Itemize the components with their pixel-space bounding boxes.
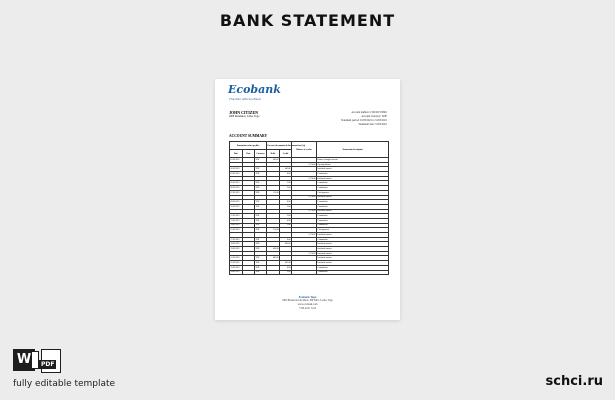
meta-line: Account number: 1500101574801 (351, 111, 387, 114)
table-cell: XOF (255, 242, 267, 247)
table-cell: Commission (317, 237, 389, 242)
table-cell: Interbank transfer (317, 256, 389, 261)
table-cell: 07.03.2021 (230, 190, 243, 195)
table-cell: XOF (255, 181, 267, 186)
group-header: Transaction value specifics (230, 142, 267, 150)
column-header: Balance at a value (292, 142, 317, 158)
table-cell: 485.00 (280, 167, 292, 172)
footer-bank-name: Ecobank Togo (298, 295, 317, 299)
table-cell: 2,174.00 (292, 162, 317, 167)
holder-address: 2000 Residence, Lome, Togo (229, 115, 260, 118)
table-cell (243, 270, 255, 275)
table-cell (267, 270, 280, 275)
table-cell: 15.03.2021 (230, 228, 243, 233)
table-cell: Interbank transfer (317, 261, 389, 266)
table-cell: XOF (255, 204, 267, 209)
table-cell: XOF (255, 270, 267, 275)
table-cell: XOF (255, 247, 267, 252)
table-cell: XOF (255, 228, 267, 233)
table-cell: 05.03.2021 (230, 181, 243, 186)
footer-line: 2365 Boulevard du Mono, BP 3261, Lome, Togo (282, 299, 333, 302)
column-header: Date (230, 150, 243, 158)
table-cell: 18.03.2021 (230, 242, 243, 247)
document-footer (215, 295, 400, 311)
table-cell: 485.00 (267, 247, 280, 252)
meta-line: Statement period: 01/03/2021 to 31/03/2021 (341, 119, 387, 122)
table-cell: XOF (255, 200, 267, 205)
meta-line: Account Currency: XOF (361, 115, 387, 118)
table-cell: 21.03.2021 (230, 256, 243, 261)
table-cell: XOF (255, 186, 267, 191)
table-cell: Card payment (317, 228, 389, 233)
table-cell: 10.03.2021 (230, 204, 243, 209)
footer-line: +228 2221 7214 (298, 307, 317, 310)
table-cell: Commission (317, 181, 389, 186)
table-cell: 2,174.00 (292, 233, 317, 238)
table-cell: 2.00 (280, 214, 292, 219)
table-cell: Opening balance (317, 162, 389, 167)
statement-meta (341, 111, 387, 127)
table-cell: 01.03.2021 (230, 158, 243, 163)
table-cell: 5.00 (280, 204, 292, 209)
table-cell: 8.00 (280, 200, 292, 205)
table-cell: 22.03.2021 (230, 261, 243, 266)
table-cell: 3.00 (280, 223, 292, 228)
table-cell: XOF (255, 261, 267, 266)
group-header: Presents the amount of this transaction (Ag) (267, 142, 292, 150)
table-cell: 4.00 (280, 218, 292, 223)
site-brand: schci.ru (545, 374, 603, 389)
table-cell: 485.00 (280, 242, 292, 247)
column-header: Debit (267, 150, 280, 158)
column-header: Date (243, 150, 255, 158)
table-cell: 03.03.2021 (230, 172, 243, 177)
pdf-file-icon (41, 349, 61, 373)
table-cell: XOF (255, 265, 267, 270)
meta-line: Statement date: 31/03/2021 (358, 123, 387, 126)
table-cell: Interbank transfer (317, 251, 389, 256)
table-cell: Interbank transfer (317, 242, 389, 247)
word-file-icon (13, 349, 35, 371)
table-cell: 06.03.2021 (230, 186, 243, 191)
table-cell: 2,174.00 (292, 195, 317, 200)
table-cell: XOF (255, 190, 267, 195)
bank-tagline: The Pan African Bank (229, 97, 262, 101)
table-cell: 24.03.2021 (230, 270, 243, 275)
table-cell: 2,174.00 (292, 176, 317, 181)
table-cell: Interbank transfer (317, 167, 389, 172)
table-cell: XOF (255, 256, 267, 261)
table-cell: Commission (317, 172, 389, 177)
table-cell: 13.03.2021 (230, 218, 243, 223)
table-cell: Commission (317, 204, 389, 209)
table-cell: 02.03.2021 (230, 167, 243, 172)
table-cell: 8.00 (280, 172, 292, 177)
account-holder (229, 110, 259, 118)
column-header: Credit (280, 150, 292, 158)
table-cell: 2,174.00 (292, 251, 317, 256)
table-cell (292, 270, 317, 275)
table-cell: XOF (255, 158, 267, 163)
table-cell: Interbank transfer (317, 247, 389, 252)
table-cell: Commission (317, 200, 389, 205)
footer-line: www.ecobank.com (297, 303, 318, 306)
summary-heading: ACCOUNT SUMMARY (229, 134, 268, 138)
format-icons (13, 349, 61, 373)
table-cell: Commission (317, 218, 389, 223)
table-cell: 5.00 (280, 181, 292, 186)
table-cell: Interbank transfer (317, 176, 389, 181)
table-cell: 485.00 (280, 261, 292, 266)
table-cell: Commission (317, 186, 389, 191)
table-cell: Interbank transfer (317, 233, 389, 238)
table-cell: 8.00 (280, 237, 292, 242)
table-cell: 17.03.2021 (230, 237, 243, 242)
table-cell: 485.00 (267, 256, 280, 261)
holder-name: JOHN CITIZEN (229, 110, 259, 115)
table-cell: Commission (317, 223, 389, 228)
table-cell: Interbank transfer (317, 209, 389, 214)
table-cell: Commission (317, 265, 389, 270)
template-caption: fully editable template (13, 379, 116, 389)
table-cell: XOF (255, 167, 267, 172)
table-cell: XOF (255, 218, 267, 223)
table-cell: Commission (317, 270, 389, 275)
pdf-icon-label: PDF (41, 361, 55, 368)
table-cell: 2.00 (280, 186, 292, 191)
table-cell: Balance brought forward (317, 158, 389, 163)
table-cell: 14.03.2021 (230, 223, 243, 228)
table-cell: 2,174.00 (292, 209, 317, 214)
table-cell: XOF (255, 214, 267, 219)
statement-document (215, 79, 400, 320)
table-cell: 23.03.2021 (230, 265, 243, 270)
table-cell: 12.03.2021 (230, 214, 243, 219)
table-cell: Interbank transfer (317, 195, 389, 200)
transactions-table (229, 141, 388, 275)
table-row (230, 270, 389, 275)
table-cell: Commission (317, 214, 389, 219)
table-cell: XOF (255, 172, 267, 177)
table-cell: 5.00 (280, 270, 292, 275)
column-header: Currency (255, 150, 267, 158)
table-cell: 115.00 (267, 190, 280, 195)
column-header: Transaction description (317, 142, 389, 158)
bank-logo: Ecobank (228, 83, 281, 96)
table-cell: 09.03.2021 (230, 200, 243, 205)
word-icon-letter: W (16, 352, 32, 367)
table-cell: 485.00 (267, 158, 280, 163)
table-cell: 8.00 (280, 265, 292, 270)
table-cell: XOF (255, 223, 267, 228)
page-title: BANK STATEMENT (219, 11, 396, 30)
table-cell: Card payment (317, 190, 389, 195)
table-cell: XOF (255, 237, 267, 242)
table-cell: 19.03.2021 (230, 247, 243, 252)
table-cell: 115.00 (267, 228, 280, 233)
